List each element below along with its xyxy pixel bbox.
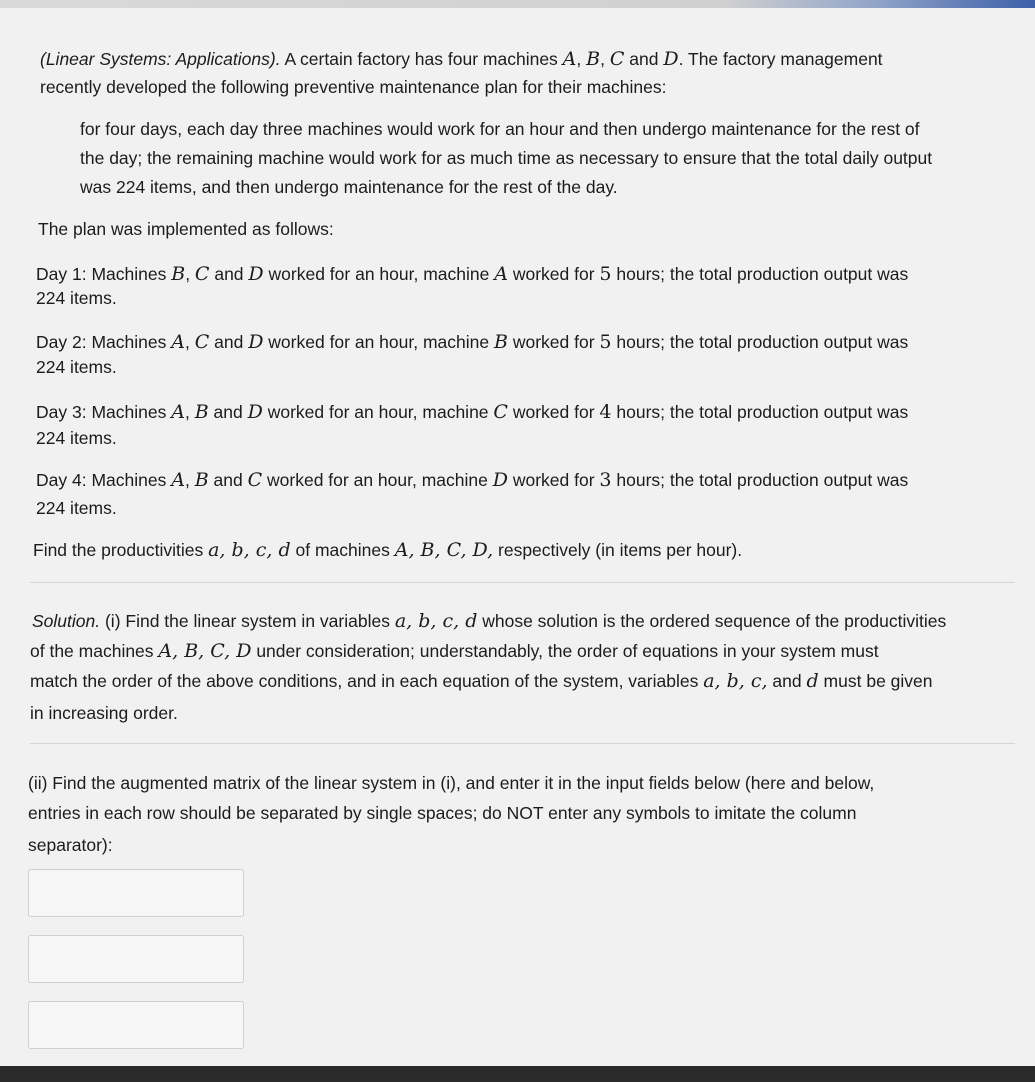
solution-i-line-4: in increasing order.: [30, 703, 178, 723]
day-2-line: Day 2: Machines A, C and D worked for an hour, machine B worked for 5 hours; the total production output was: [36, 331, 909, 353]
solution-i-line-1: Solution. (i) Find the linear system in variables a, b, c, d whose solution is the ordered sequence of the productivities: [32, 610, 947, 632]
day-2-items: 224 items.: [36, 357, 117, 377]
intro-line-1: (Linear Systems: Applications). A certain factory has four machines A, B, C and D. The factory management: [40, 48, 883, 70]
find-line: Find the productivities a, b, c, d of machines A, B, C, D, respectively (in items per hour).: [33, 539, 743, 561]
top-strip: [0, 0, 1035, 8]
matrix-row-input-3[interactable]: [28, 1001, 244, 1049]
solution-ii-line-1: (ii) Find the augmented matrix of the linear system in (i), and enter it in the input fields below (here and below,: [28, 773, 875, 793]
divider: [30, 582, 1015, 583]
solution-i-line-2: of the machines A, B, C, D under consideration; understandably, the order of equations in your system must: [30, 640, 879, 662]
day-3-line: Day 3: Machines A, B and D worked for an hour, machine C worked for 4 hours; the total production output was: [36, 401, 909, 423]
plan-line-1: for four days, each day three machines would work for an hour and then undergo maintenance for the rest of: [80, 119, 920, 139]
plan-line-2: the day; the remaining machine would work for as much time as necessary to ensure that the total daily output: [80, 148, 933, 168]
implemented-heading: The plan was implemented as follows:: [38, 219, 334, 239]
intro-line-2: recently developed the following preventive maintenance plan for their machines:: [40, 77, 667, 97]
day-3-items: 224 items.: [36, 428, 117, 448]
day-1-line: Day 1: Machines B, C and D worked for an hour, machine A worked for 5 hours; the total production output was: [36, 263, 909, 285]
day-1-items: 224 items.: [36, 288, 117, 308]
matrix-row-input-2[interactable]: [28, 935, 244, 983]
divider: [30, 743, 1015, 744]
solution-ii-line-2: entries in each row should be separated by single spaces; do NOT enter any symbols to imitate the column: [28, 803, 857, 823]
day-4-items: 224 items.: [36, 498, 117, 518]
matrix-row-input-1[interactable]: [28, 869, 244, 917]
solution-ii-line-3: separator):: [28, 835, 113, 855]
bottom-bar: [0, 1066, 1035, 1082]
plan-line-3: was 224 items, and then undergo maintenance for the rest of the day.: [80, 177, 618, 197]
solution-i-line-3: match the order of the above conditions, and in each equation of the system, variables a, b, c, and d must be given: [30, 670, 933, 692]
day-4-line: Day 4: Machines A, B and C worked for an hour, machine D worked for 3 hours; the total production output was: [36, 469, 909, 491]
